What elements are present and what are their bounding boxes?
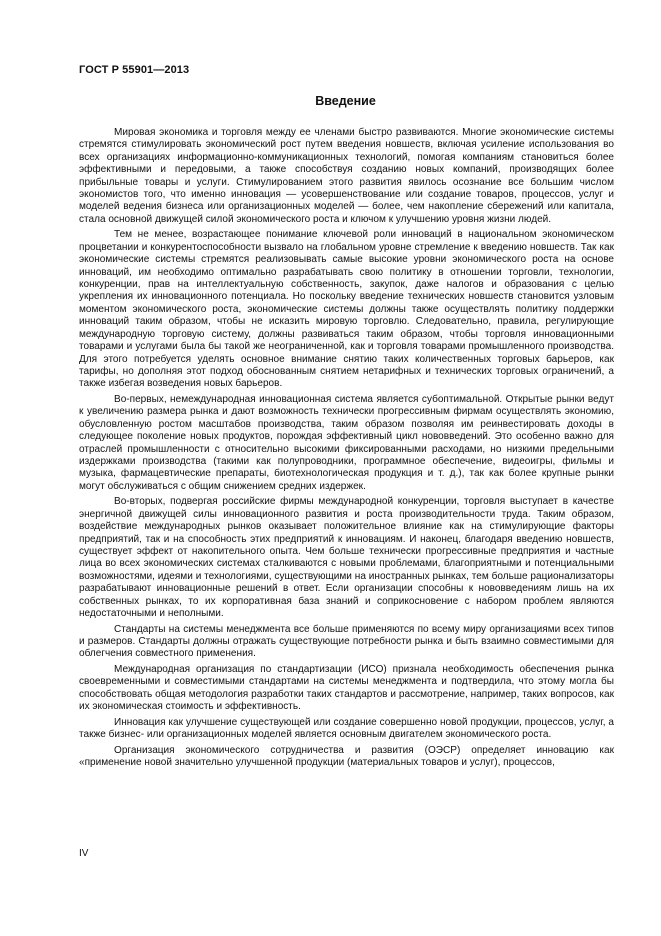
paragraph: Во-вторых, подвергая российские фирмы международной конкуренции, торговля выступает в качестве энергичной движущей силы инновационного развития и роста производительности труда. Таким образом, воздействие международных рынков оказывает положительное влияние как на стимулирующие факторы предприятий, так и на способность этих предприятий к инновациям. И наконец, благодаря введению новшеств, существует эффект от накопительного опыта. Чем больше технически прогрессивные предприятия и частные лица во всех экономических системах сталкиваются с новыми проблемами, благоприятными и потенциальными возможностями, идеями и технологиями, существующими на иностранных рынках, тем больше рационализаторы разрабатывают инновационные решений в ответ. Если организации способны к нововведениям лишь на их собственных рынках, то их корпоративная база знаний и соприкосновение с набором проблем являются недостаточными и неполными. [79,496,614,619]
paragraph: Мировая экономика и торговля между ее членами быстро развиваются. Многие экономические системы стремятся стимулировать экономический рост путем введения новшеств, включая усиление использования во всех организациях информационно-коммуникационных технологий, помогая компаниям становиться более эффективными и передовыми, а также способствуя созданию новых компаний, производящих более прибыльные товары и услуги. Стимулированием этого развития явилось осознание все большим числом экономистов того, что именно инновация — усовершенствование или создание товаров, процессов, услуг и моделей ведения бизнеса или организационных моделей — более, чем накопление сбережений или капитала, стала основной движущей силой экономического роста и ключом к улучшению уровня жизни людей. [79,127,614,225]
paragraph: Инновация как улучшение существующей или создание совершенно новой продукции, процессов, услуг, а также бизнес- или организационных моделей является основным двигателем экономического роста. [79,716,614,741]
page-number: IV [79,848,89,859]
document-header: ГОСТ Р 55901—2013 [79,64,190,76]
paragraph: Во-первых, немеждународная инновационная система является субоптимальной. Открытые рынки ведут к увеличению размера рынка и дают возможность технически прогрессивным фирмам осуществлять экономию, обусловленную ростом масштабов производства, таким образом позволяя им реинвестировать доходы в следующее поколение новых продуктов, порождая эффективный цикл нововведений. Это особенно важно для отраслей промышленности с относительно высокими фиксированными расходами, но низкими предельными издержками производства (такими как полупроводники, программное обеспечение, видеоигры, фильмы и музыка, фармацевтические препараты, биотехнологическая продукция и т. д.), так как более крупные рынки могут обслуживаться с общим снижением средних издержек. [79,393,614,492]
paragraph: Организация экономического сотрудничества и развития (ОЭСР) определяет инновацию как «применение новой значительно улучшенной продукции (материальных товаров и услуг), процессов, [79,744,614,769]
body-text [79,127,614,770]
paragraph: Международная организация по стандартизации (ИСО) признала необходимость обеспечения рынка своевременными и совместимыми стандартами на системы менеджмента и подтвердила, что этому могла бы способствовать общая методология разработки таких стандартов и рассмотрение, например, таких вопросов, как их экономическая стоимость и эффективность. [79,664,614,713]
paragraph: Стандарты на системы менеджмента все больше применяются по всему миру организациями всех типов и размеров. Стандарты должны отражать существующие потребности рынка и быть взаимно совместимыми для облегчения совместного применения. [79,623,614,660]
section-title: Введение [315,94,376,108]
paragraph: Тем не менее, возрастающее понимание ключевой роли инноваций в национальном экономическом процветании и конкурентоспособности вызвало на глобальном уровне стремление к введению новшеств. Так как экономические системы стремятся реализовывать самые высокие уровни экономического роста на основе инноваций, им необходимо оптимально разрабатывать свою политику в отношении торговли, технологии, конкуренции, прав на интеллектуальную собственность, закупок, даже налогов и образования с целью укрепления их инновационного потенциала. Но поскольку введение технических новшеств становится узловым моментом экономического роста, экономические системы должны также осуществлять политику поддержки инноваций таким образом, чтобы не исказить мировую торговлю. Следовательно, правила, регулирующие международную торговую систему, должны развиваться таким образом, чтобы торговля инновационными товарами и услугами была бы такой же неограниченной, как и торговля товарами промышленного производства. Для этого потребуется уделять основное внимание снятию таких количественных торговых барьеров, как тарифы, но дополняя этот подход обоснованным снятием нетарифных и технических торговых ограничений, а также избегая возведения новых барьеров. [79,229,614,390]
